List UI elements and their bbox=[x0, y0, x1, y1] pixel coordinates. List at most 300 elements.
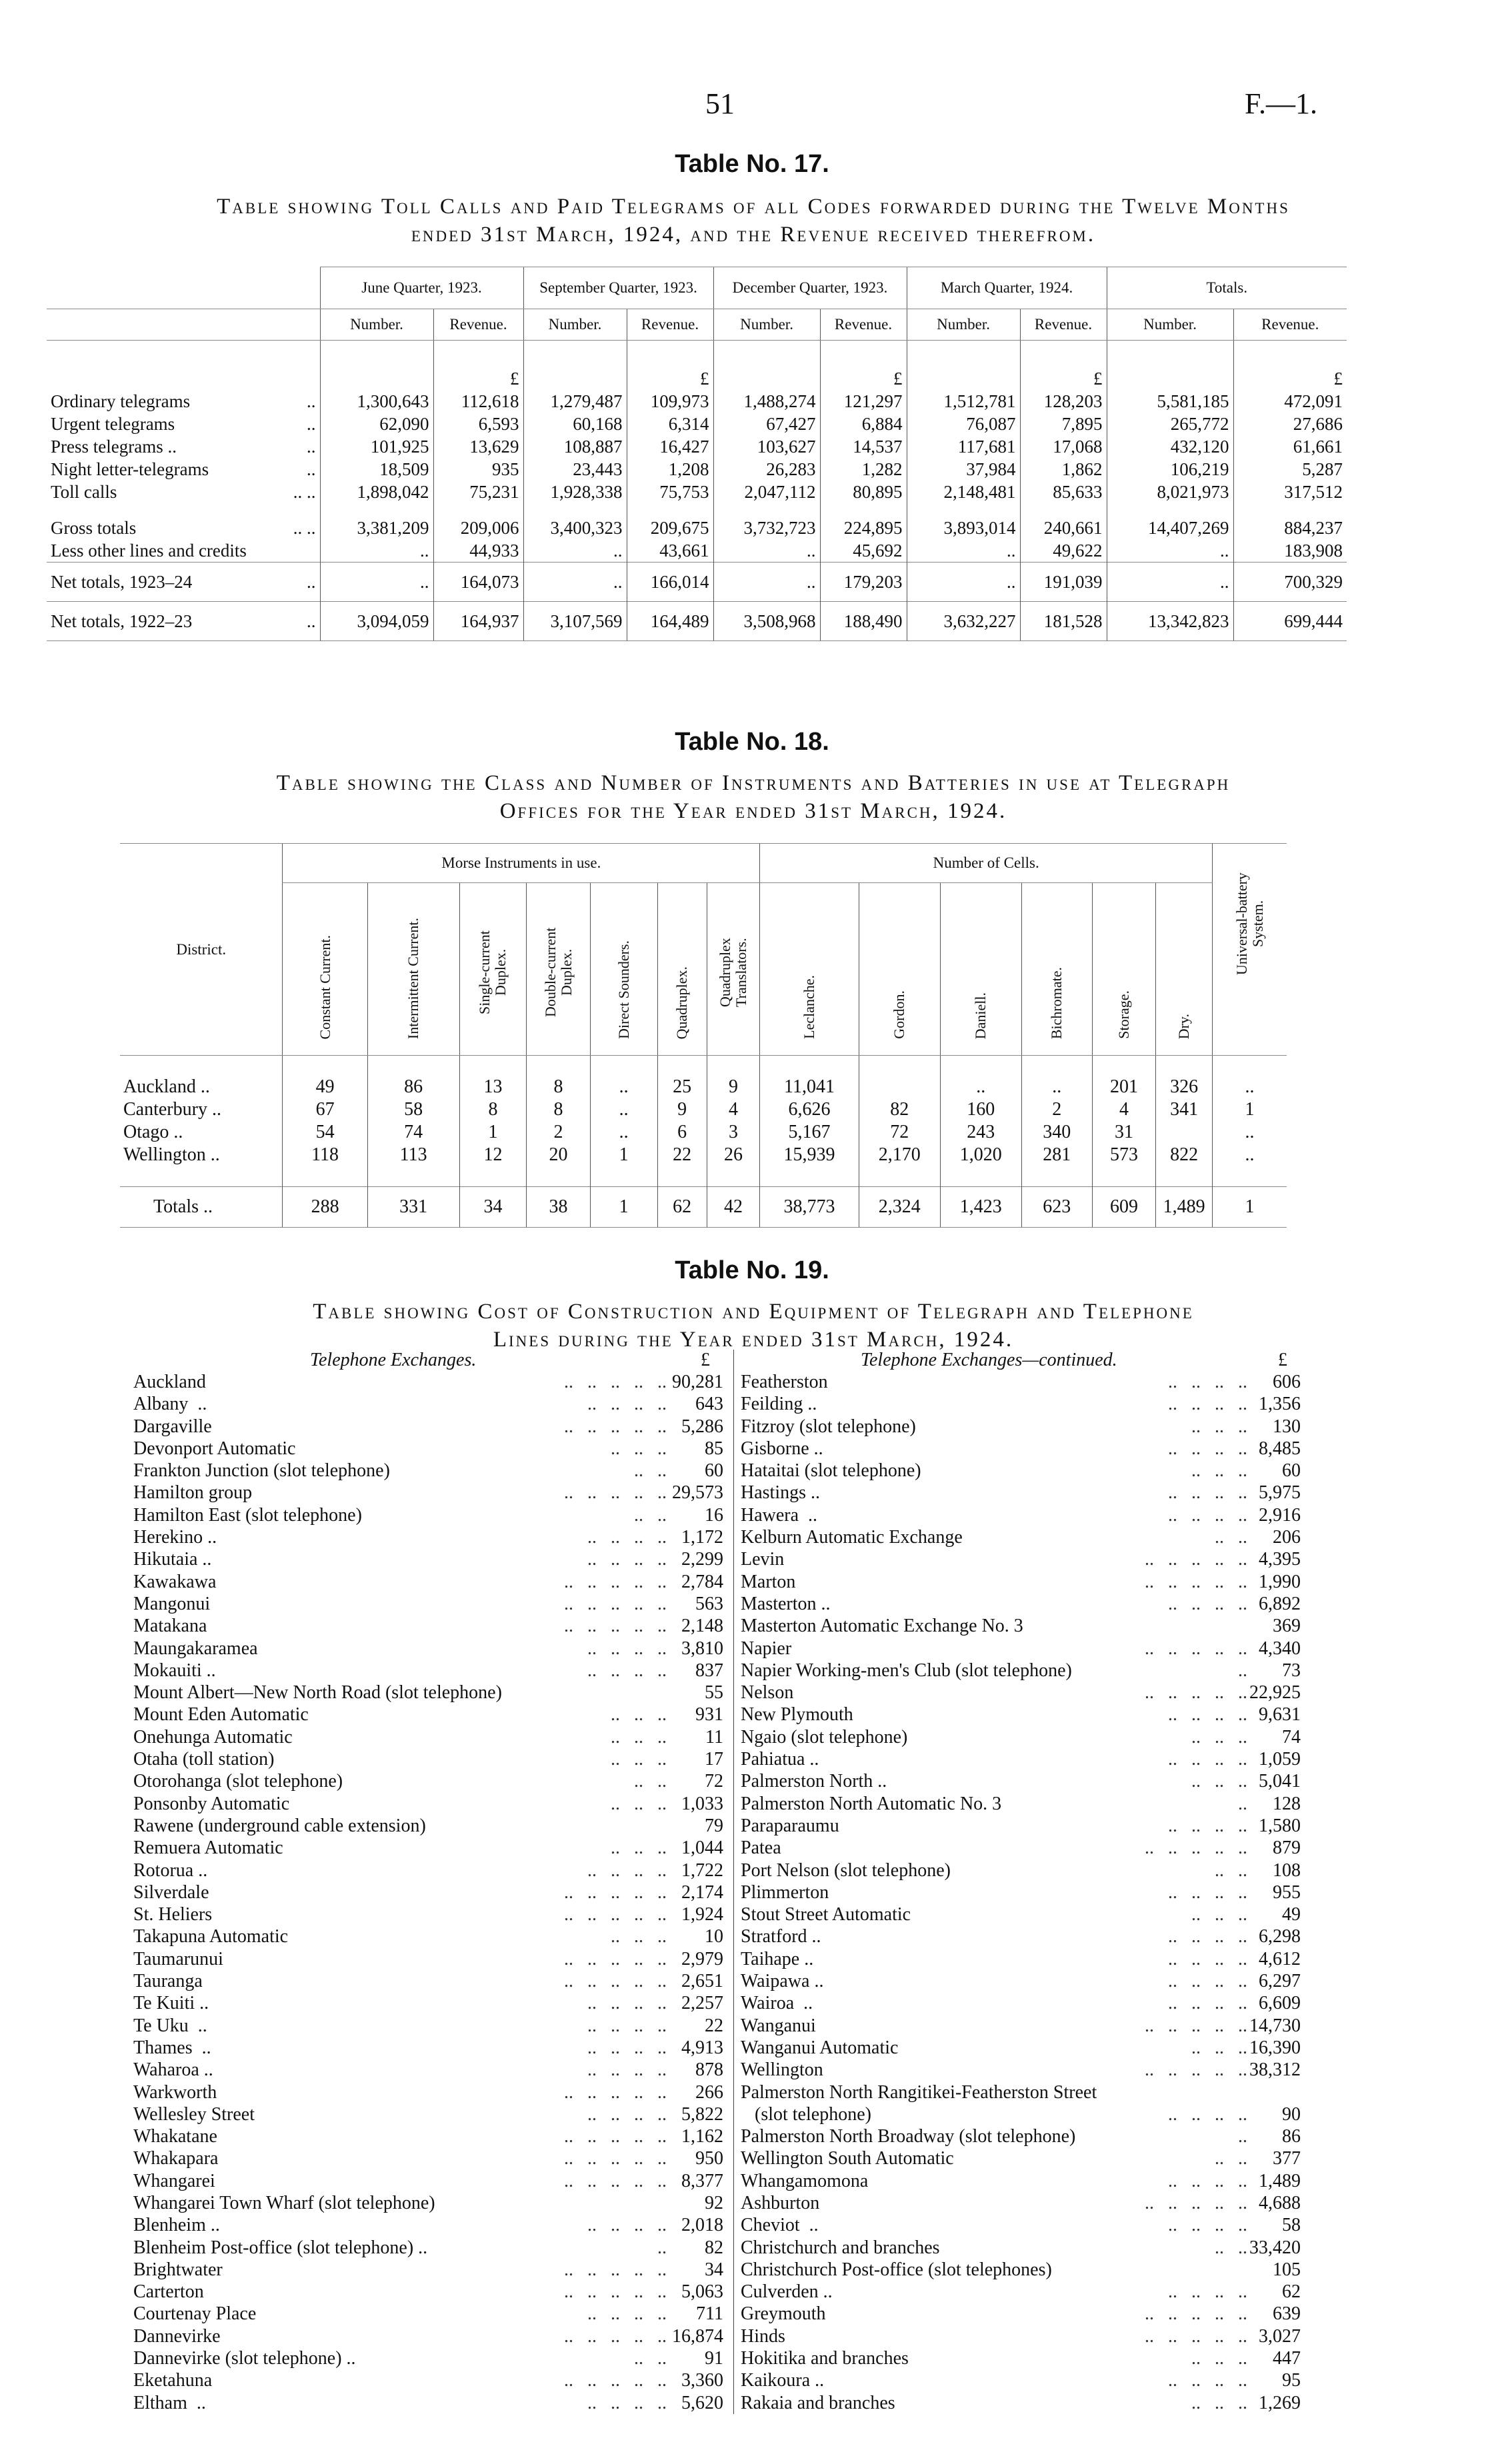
table-18-title-line1: Table showing the Class and Number of Instruments and Batteries in use at Telegraph bbox=[276, 771, 1231, 795]
exchange-name: Mokauiti .. bbox=[133, 1660, 216, 1681]
list-item bbox=[133, 1748, 723, 1770]
list-item bbox=[133, 1682, 723, 1704]
leader-dots: .. .. .. .. .. bbox=[1145, 2015, 1247, 2036]
cell: .. bbox=[320, 539, 433, 563]
cost-value: 22 bbox=[705, 2015, 723, 2036]
sub-number: Number. bbox=[1107, 309, 1233, 341]
list-item bbox=[741, 2125, 1301, 2147]
leader-dots: .. .. .. bbox=[1191, 1416, 1247, 1437]
leader-dots: .. .. .. .. .. bbox=[564, 1571, 667, 1592]
cost-value: 34 bbox=[705, 2259, 723, 2280]
right-heading: Telephone Exchanges—continued. bbox=[861, 1350, 1117, 1370]
list-item bbox=[741, 2369, 1301, 2391]
row-label bbox=[47, 481, 320, 503]
table-row bbox=[47, 413, 1347, 435]
cell: 8 bbox=[527, 1076, 590, 1098]
list-item bbox=[741, 1770, 1301, 1792]
exchange-name: New Plymouth bbox=[741, 1704, 853, 1726]
cell: 179,203 bbox=[820, 563, 907, 602]
exchange-name: Wairoa .. bbox=[741, 1993, 813, 2014]
exchange-name: Masterton .. bbox=[741, 1593, 831, 1614]
cell: 1,862 bbox=[1020, 458, 1107, 481]
list-item bbox=[133, 1615, 723, 1637]
cell: 884,237 bbox=[1233, 517, 1347, 539]
column-header: Leclanche. bbox=[760, 883, 859, 1056]
cell: 4 bbox=[707, 1098, 760, 1121]
list-item bbox=[133, 1438, 723, 1460]
leader-dots: .. .. .. .. bbox=[1168, 2215, 1247, 2236]
cell: 1,208 bbox=[627, 458, 713, 481]
cell: 6,314 bbox=[627, 413, 713, 435]
cell: 609 bbox=[1092, 1187, 1155, 1228]
leader-dots: .. bbox=[1238, 2126, 1247, 2147]
exchange-name: Hastings .. bbox=[741, 1482, 820, 1504]
exchange-name: Hataitai (slot telephone) bbox=[741, 1460, 921, 1482]
cell: .. bbox=[1213, 1121, 1287, 1144]
cell: 331 bbox=[367, 1187, 459, 1228]
exchange-name: Wellesley Street bbox=[133, 2103, 255, 2125]
leader-dots: .. .. bbox=[634, 1504, 667, 1526]
list-item bbox=[133, 2369, 723, 2391]
cell: 31 bbox=[1092, 1121, 1155, 1144]
list-item bbox=[741, 1704, 1301, 1726]
cell: 3,508,968 bbox=[713, 602, 820, 641]
cell: 117,681 bbox=[907, 435, 1020, 458]
cost-value: 4,340 bbox=[1259, 1638, 1301, 1659]
list-item bbox=[133, 2259, 723, 2281]
cell: 3,893,014 bbox=[907, 517, 1020, 539]
list-item bbox=[133, 1859, 723, 1881]
column-header: Double-current Duplex. bbox=[527, 883, 590, 1056]
sub-number: Number. bbox=[907, 309, 1020, 341]
cell: 54 bbox=[283, 1121, 367, 1144]
cell: 23,443 bbox=[523, 458, 627, 481]
cost-value: 1,356 bbox=[1259, 1394, 1301, 1415]
leader-dots: .. .. .. .. bbox=[587, 2037, 667, 2058]
cell: 432,120 bbox=[1107, 435, 1233, 458]
exchange-name: Featherston bbox=[741, 1372, 828, 1392]
cost-value: 2,174 bbox=[681, 1881, 723, 1903]
exchange-name: Eketahuna bbox=[133, 2370, 213, 2391]
exchange-name: Whangamomona bbox=[741, 2170, 869, 2191]
exchange-name: Herekino .. bbox=[133, 1527, 217, 1548]
cell: 700,329 bbox=[1233, 563, 1347, 602]
exchange-name: St. Heliers bbox=[133, 1904, 213, 1925]
leader-dots: .. .. .. .. bbox=[587, 2392, 667, 2413]
leader-dots: .. bbox=[307, 611, 316, 631]
cell: 37,984 bbox=[907, 458, 1020, 481]
list-item bbox=[741, 2103, 1301, 2125]
cell: 14,407,269 bbox=[1107, 517, 1233, 539]
cost-value: 16 bbox=[705, 1504, 723, 1526]
exchange-name: Palmerston North Automatic No. 3 bbox=[741, 1793, 1002, 1814]
cost-value: 10 bbox=[705, 1926, 723, 1947]
leader-dots: .. bbox=[307, 413, 316, 434]
cell: 76,087 bbox=[907, 413, 1020, 435]
leader-dots: .. .. .. .. bbox=[587, 1859, 667, 1881]
list-item bbox=[133, 1770, 723, 1792]
leader-dots: .. .. .. .. .. bbox=[564, 2370, 667, 2391]
leader-dots: .. .. .. .. bbox=[587, 2103, 667, 2125]
sub-revenue: Revenue. bbox=[1020, 309, 1107, 341]
cell: .. bbox=[1021, 1076, 1092, 1098]
list-item bbox=[741, 1859, 1301, 1881]
table-19-title-line1: Table showing Cost of Construction and Equipment of Telegraph and Telephone bbox=[313, 1300, 1194, 1324]
list-item bbox=[133, 1526, 723, 1548]
exchange-name: Palmerston North Broadway (slot telephone) bbox=[741, 2126, 1076, 2147]
q2-header: September Quarter, 1923. bbox=[523, 267, 713, 309]
cell: 86 bbox=[367, 1076, 459, 1098]
list-item bbox=[133, 1638, 723, 1660]
list-item bbox=[741, 1438, 1301, 1460]
exchange-name: Takapuna Automatic bbox=[133, 1926, 289, 1947]
cell: 288 bbox=[283, 1187, 367, 1228]
list-item bbox=[133, 2303, 723, 2325]
cell: 13,342,823 bbox=[1107, 602, 1233, 641]
cost-value: 639 bbox=[1273, 2303, 1301, 2325]
leader-dots: .. bbox=[1238, 1793, 1247, 1814]
cost-value: 38,312 bbox=[1249, 2059, 1301, 2081]
exchange-name: Dargaville bbox=[133, 1416, 212, 1437]
cell: 16,427 bbox=[627, 435, 713, 458]
sub-revenue: Revenue. bbox=[627, 309, 713, 341]
leader-dots: .. .. .. .. .. bbox=[564, 1971, 667, 1992]
row-label-text: Toll calls bbox=[51, 481, 117, 502]
cost-value: 74 bbox=[1282, 1726, 1301, 1748]
cell: 341 bbox=[1156, 1098, 1213, 1121]
exchange-name: Whangarei bbox=[133, 2170, 215, 2191]
exchange-name: Hikutaia .. bbox=[133, 1549, 212, 1570]
list-item bbox=[741, 1416, 1301, 1438]
exchange-name: Ngaio (slot telephone) bbox=[741, 1726, 908, 1748]
row-label bbox=[47, 517, 320, 539]
cell: 183,908 bbox=[1233, 539, 1347, 563]
cell: 67 bbox=[283, 1098, 367, 1121]
cost-value: 1,162 bbox=[681, 2126, 723, 2147]
exchange-name: Dannevirke (slot telephone) .. bbox=[133, 2348, 356, 2369]
list-item bbox=[133, 1460, 723, 1482]
row-label bbox=[47, 458, 320, 481]
cell bbox=[859, 1076, 940, 1098]
exchanges-right-column bbox=[733, 1350, 1301, 2414]
list-item bbox=[133, 1992, 723, 2014]
cell: 209,006 bbox=[433, 517, 523, 539]
list-item bbox=[133, 2281, 723, 2303]
list-item bbox=[133, 1903, 723, 1925]
exchange-name: Kelburn Automatic Exchange bbox=[741, 1527, 963, 1548]
cell: 164,937 bbox=[433, 602, 523, 641]
leader-dots: .. .. .. .. .. bbox=[1145, 2192, 1247, 2213]
currency-mark: £ bbox=[701, 1350, 710, 1370]
cell: 699,444 bbox=[1233, 602, 1347, 641]
cell: 3,732,723 bbox=[713, 517, 820, 539]
leader-dots: .. .. .. .. bbox=[1168, 1704, 1247, 1726]
q3-header: December Quarter, 1923. bbox=[713, 267, 907, 309]
exchange-name: Mount Albert—New North Road (slot telephone) bbox=[133, 1682, 502, 1704]
cell: .. bbox=[523, 563, 627, 602]
leader-dots: .. .. .. .. bbox=[587, 2059, 667, 2081]
cell: 1 bbox=[459, 1121, 527, 1144]
leader-dots: .. bbox=[307, 391, 316, 411]
cell: 3,400,323 bbox=[523, 517, 627, 539]
cell: 74 bbox=[367, 1121, 459, 1144]
list-item bbox=[741, 2392, 1301, 2414]
row-label-text: Net totals, 1923–24 bbox=[51, 571, 193, 592]
table-row bbox=[47, 458, 1347, 481]
currency-mark: £ bbox=[1020, 341, 1107, 391]
cell: 26,283 bbox=[713, 458, 820, 481]
list-item bbox=[741, 2237, 1301, 2259]
cost-value: 878 bbox=[695, 2059, 723, 2081]
cell: 62 bbox=[657, 1187, 707, 1228]
exchange-name: Stratford .. bbox=[741, 1926, 821, 1947]
exchange-name: Silverdale bbox=[133, 1881, 209, 1903]
table-17 bbox=[47, 267, 1347, 641]
cost-value: 60 bbox=[1282, 1460, 1301, 1482]
cell: 181,528 bbox=[1020, 602, 1107, 641]
cost-value: 1,033 bbox=[681, 1793, 723, 1814]
list-item bbox=[741, 1638, 1301, 1660]
cell: .. bbox=[940, 1076, 1021, 1098]
exchange-name: Hawera .. bbox=[741, 1504, 818, 1526]
list-item bbox=[741, 2147, 1301, 2169]
cell: 61,661 bbox=[1233, 435, 1347, 458]
cost-value: 86 bbox=[1282, 2126, 1301, 2147]
cell: 27,686 bbox=[1233, 413, 1347, 435]
list-item bbox=[741, 2037, 1301, 2059]
exchange-name: Blenheim Post-office (slot telephone) .. bbox=[133, 2237, 428, 2258]
exchange-name: Marton bbox=[741, 1571, 796, 1592]
leader-dots: .. .. .. .. bbox=[1168, 2281, 1247, 2303]
exchange-name: Waharoa .. bbox=[133, 2059, 213, 2081]
exchange-name: Onehunga Automatic bbox=[133, 1726, 293, 1748]
cell: 106,219 bbox=[1107, 458, 1233, 481]
page-reference: F.—1. bbox=[1245, 87, 1317, 120]
leader-dots: .. .. .. .. bbox=[1168, 1593, 1247, 1614]
row-label bbox=[47, 413, 320, 435]
exchange-name: Hinds bbox=[741, 2325, 785, 2347]
cell: .. bbox=[1107, 563, 1233, 602]
exchange-name: Whakapara bbox=[133, 2148, 219, 2169]
leader-dots: .. .. .. .. .. bbox=[564, 1881, 667, 1903]
list-item bbox=[741, 1748, 1301, 1770]
list-item bbox=[741, 1593, 1301, 1615]
exchange-name: Otaha (toll station) bbox=[133, 1749, 275, 1770]
currency-mark: £ bbox=[1233, 341, 1347, 391]
exchange-name: Whangarei Town Wharf (slot telephone) bbox=[133, 2192, 435, 2213]
cost-value: 950 bbox=[695, 2148, 723, 2169]
leader-dots: .. .. .. bbox=[1191, 1726, 1247, 1748]
cell: 822 bbox=[1156, 1144, 1213, 1166]
table-row bbox=[120, 1121, 1287, 1144]
list-item bbox=[133, 1571, 723, 1593]
cost-value: 130 bbox=[1273, 1416, 1301, 1437]
left-column-header bbox=[133, 1350, 723, 1371]
currency-mark: £ bbox=[433, 341, 523, 391]
list-item bbox=[133, 2103, 723, 2125]
leader-dots: .. .. .. bbox=[611, 1838, 667, 1859]
exchange-name: Pahiatua .. bbox=[741, 1749, 819, 1770]
cost-value: 82 bbox=[705, 2237, 723, 2258]
column-header: Intermittent Current. bbox=[367, 883, 459, 1056]
cost-value: 1,990 bbox=[1259, 1571, 1301, 1592]
leader-dots: .. .. .. .. bbox=[587, 1993, 667, 2014]
list-item bbox=[741, 2214, 1301, 2236]
cell: .. bbox=[713, 563, 820, 602]
cost-value: 4,612 bbox=[1259, 1948, 1301, 1969]
list-item bbox=[133, 1660, 723, 1682]
district-label: Canterbury .. bbox=[123, 1099, 221, 1120]
row-label bbox=[47, 602, 320, 641]
list-item bbox=[741, 2015, 1301, 2037]
leader-dots: .. .. .. bbox=[611, 1726, 667, 1748]
list-item bbox=[741, 1726, 1301, 1748]
table-row bbox=[120, 1098, 1287, 1121]
cost-value: 3,360 bbox=[681, 2370, 723, 2391]
exchange-name: Christchurch and branches bbox=[741, 2237, 940, 2258]
cell: 15,939 bbox=[760, 1144, 859, 1166]
district-header: District. bbox=[120, 844, 283, 1056]
cell: 164,489 bbox=[627, 602, 713, 641]
cost-value: 108 bbox=[1273, 1859, 1301, 1881]
exchange-name: Nelson bbox=[741, 1682, 794, 1704]
cost-value: 72 bbox=[705, 1771, 723, 1792]
exchange-name: Auckland bbox=[133, 1372, 206, 1392]
list-item bbox=[133, 1726, 723, 1748]
exchange-name: Dannevirke bbox=[133, 2325, 221, 2347]
list-item bbox=[741, 1548, 1301, 1570]
cell: 166,014 bbox=[627, 563, 713, 602]
list-item bbox=[741, 1793, 1301, 1815]
cell: 265,772 bbox=[1107, 413, 1233, 435]
less-other-lines-row bbox=[47, 539, 1347, 563]
leader-dots: .. .. .. .. .. bbox=[1145, 1838, 1247, 1859]
list-item bbox=[741, 1682, 1301, 1704]
row-label-text: Press telegrams .. bbox=[51, 436, 177, 457]
spacer-row bbox=[120, 1056, 1287, 1076]
table-18-column-headers bbox=[120, 883, 1287, 1056]
exchange-name: Tauranga bbox=[133, 1971, 203, 1992]
exchange-name: Mangonui bbox=[133, 1593, 211, 1614]
exchange-name: Stout Street Automatic bbox=[741, 1904, 911, 1925]
cell: 49,622 bbox=[1020, 539, 1107, 563]
list-item bbox=[133, 2170, 723, 2192]
exchange-name: Thames .. bbox=[133, 2037, 211, 2058]
exchange-name: Patea bbox=[741, 1838, 781, 1859]
exchange-name: Maungakaramea bbox=[133, 1638, 258, 1659]
exchange-name: Remuera Automatic bbox=[133, 1838, 283, 1859]
column-header: Quadruplex. bbox=[657, 883, 707, 1056]
list-item bbox=[741, 1571, 1301, 1593]
exchange-name: Whakatane bbox=[133, 2126, 217, 2147]
leader-dots: .. .. .. .. bbox=[587, 1527, 667, 1548]
sub-revenue: Revenue. bbox=[820, 309, 907, 341]
cell: 1,928,338 bbox=[523, 481, 627, 503]
exchange-name: Hamilton East (slot telephone) bbox=[133, 1504, 362, 1526]
leader-dots: .. .. .. .. bbox=[587, 1394, 667, 1415]
cell: .. bbox=[1107, 539, 1233, 563]
cell: 49 bbox=[283, 1076, 367, 1098]
currency-row bbox=[47, 341, 1347, 391]
cell: 6,884 bbox=[820, 413, 907, 435]
table-18-title-line2: Offices for the Year ended 31st March, 1924. bbox=[499, 799, 1007, 823]
cost-value: 3,810 bbox=[681, 1638, 723, 1659]
row-label bbox=[47, 435, 320, 458]
cell: 472,091 bbox=[1233, 390, 1347, 413]
list-item bbox=[741, 1970, 1301, 1992]
right-column-header bbox=[741, 1350, 1301, 1371]
cell bbox=[1156, 1121, 1213, 1144]
table-17-sub-header bbox=[47, 309, 1347, 341]
cell: 240,661 bbox=[1020, 517, 1107, 539]
exchange-name: Feilding .. bbox=[741, 1394, 817, 1415]
cell: 38 bbox=[527, 1187, 590, 1228]
cell: 17,068 bbox=[1020, 435, 1107, 458]
list-item bbox=[133, 2125, 723, 2147]
q4-header: March Quarter, 1924. bbox=[907, 267, 1107, 309]
cell: .. bbox=[1213, 1144, 1287, 1166]
leader-dots: .. .. bbox=[293, 517, 316, 538]
cell: 8 bbox=[527, 1098, 590, 1121]
totals-header: Totals. bbox=[1107, 267, 1347, 309]
cost-value: 5,620 bbox=[681, 2392, 723, 2413]
list-item bbox=[133, 1970, 723, 1992]
cell: 38,773 bbox=[760, 1187, 859, 1228]
leader-dots: .. .. .. .. bbox=[1168, 1926, 1247, 1947]
leader-dots: .. .. .. .. bbox=[1168, 1749, 1247, 1770]
exchange-name: Greymouth bbox=[741, 2303, 826, 2325]
leader-dots: .. .. bbox=[293, 481, 316, 502]
cost-value: 85 bbox=[705, 1438, 723, 1459]
list-item bbox=[133, 2325, 723, 2347]
cell: 1,512,781 bbox=[907, 390, 1020, 413]
cost-value: 91 bbox=[705, 2348, 723, 2369]
cost-value: 2,784 bbox=[681, 1571, 723, 1592]
list-item bbox=[741, 1615, 1301, 1637]
exchange-name: Albany .. bbox=[133, 1394, 207, 1415]
table-19-label: Table No. 19. bbox=[675, 1256, 829, 1284]
cell: 72 bbox=[859, 1121, 940, 1144]
list-item bbox=[133, 1371, 723, 1393]
cost-value: 1,722 bbox=[681, 1859, 723, 1881]
exchange-name: Taihape .. bbox=[741, 1948, 814, 1969]
cell: 209,675 bbox=[627, 517, 713, 539]
cell: .. bbox=[320, 563, 433, 602]
exchange-name: Mount Eden Automatic bbox=[133, 1704, 309, 1726]
cost-value: 879 bbox=[1273, 1838, 1301, 1859]
sub-number: Number. bbox=[320, 309, 433, 341]
row-label bbox=[47, 390, 320, 413]
column-header: Daniell. bbox=[940, 883, 1021, 1056]
cost-value: 29,573 bbox=[672, 1482, 723, 1504]
cell: 121,297 bbox=[820, 390, 907, 413]
cost-value: 8,485 bbox=[1259, 1438, 1301, 1459]
cost-value: 643 bbox=[695, 1394, 723, 1415]
exchange-name: Matakana bbox=[133, 1616, 207, 1637]
table-19-title-line2: Lines during the Year ended 31st March, 1924. bbox=[493, 1328, 1014, 1352]
leader-dots: .. .. .. .. .. bbox=[564, 2126, 667, 2147]
cost-value: 5,975 bbox=[1259, 1482, 1301, 1504]
list-item bbox=[133, 2015, 723, 2037]
row-label-text: Net totals, 1922–23 bbox=[51, 611, 193, 631]
leader-dots: .. bbox=[307, 459, 316, 479]
list-item bbox=[741, 2059, 1301, 2081]
cell: 8,021,973 bbox=[1107, 481, 1233, 503]
cost-value: 711 bbox=[696, 2303, 723, 2325]
exchange-name: Plimmerton bbox=[741, 1881, 829, 1903]
list-item bbox=[133, 1793, 723, 1815]
cell: 243 bbox=[940, 1121, 1021, 1144]
